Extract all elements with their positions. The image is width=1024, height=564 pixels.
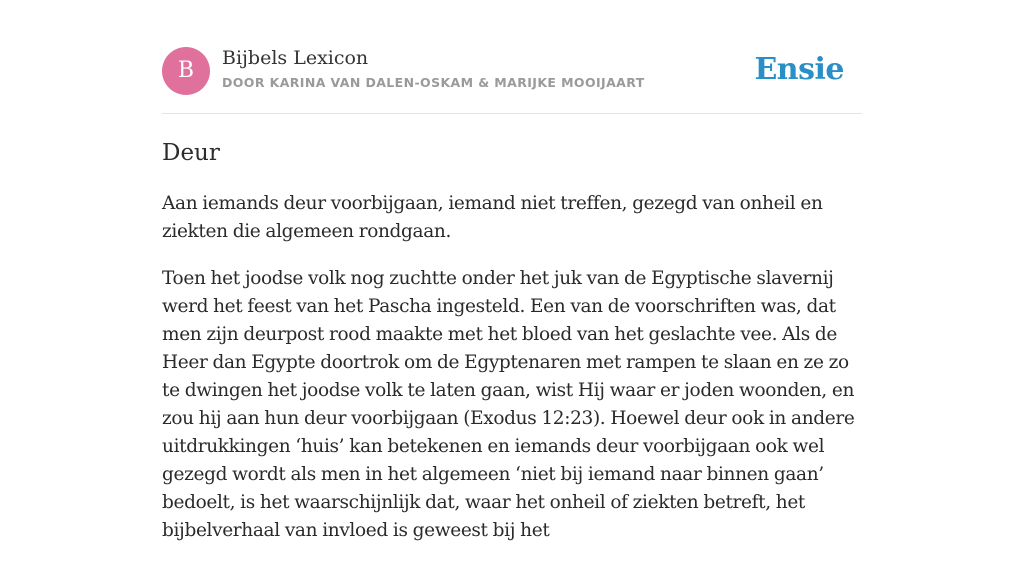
entry-title: Deur bbox=[162, 140, 220, 166]
entry-body bbox=[162, 190, 862, 564]
header-divider bbox=[162, 113, 862, 114]
source-avatar[interactable]: B bbox=[162, 47, 210, 95]
source-authors: DOOR KARINA VAN DALEN-OSKAM & MARIJKE MOOIJAART bbox=[222, 75, 645, 90]
ensie-logo[interactable]: Ensie bbox=[754, 52, 844, 87]
source-header bbox=[162, 46, 862, 96]
article-page bbox=[162, 0, 862, 541]
source-title-link[interactable]: Bijbels Lexicon bbox=[222, 47, 369, 69]
entry-paragraph-2: Toen het joodse volk nog zuchtte onder het juk van de Egyptische slavernij werd het feest van het Pascha ingesteld. Een van de voorschriften was, dat men zijn deurpost rood maakte met het bloed van het geslachte vee. Als de Heer dan Egypte doortrok om de Egyptenaren met rampen te slaan en ze zo te dwingen het joodse volk te laten gaan, wist Hij waar er joden woonden, en zou hij aan hun deur voorbijgaan (Exodus 12:23). Hoewel deur ook in andere uitdrukkingen ‘huis’ kan betekenen en iemands deur voorbijgaan ook wel gezegd wordt als men in het algemeen ‘niet bij iemand naar binnen gaan’ bedoelt, is het waarschijnlijk dat, waar het onheil of ziekten betreft, het bijbelverhaal van invloed is geweest bij het bbox=[162, 268, 855, 541]
entry-paragraph-1: Aan iemands deur voorbijgaan, iemand niet treffen, gezegd van onheil en ziekten die algemeen rondgaan. bbox=[162, 193, 823, 242]
